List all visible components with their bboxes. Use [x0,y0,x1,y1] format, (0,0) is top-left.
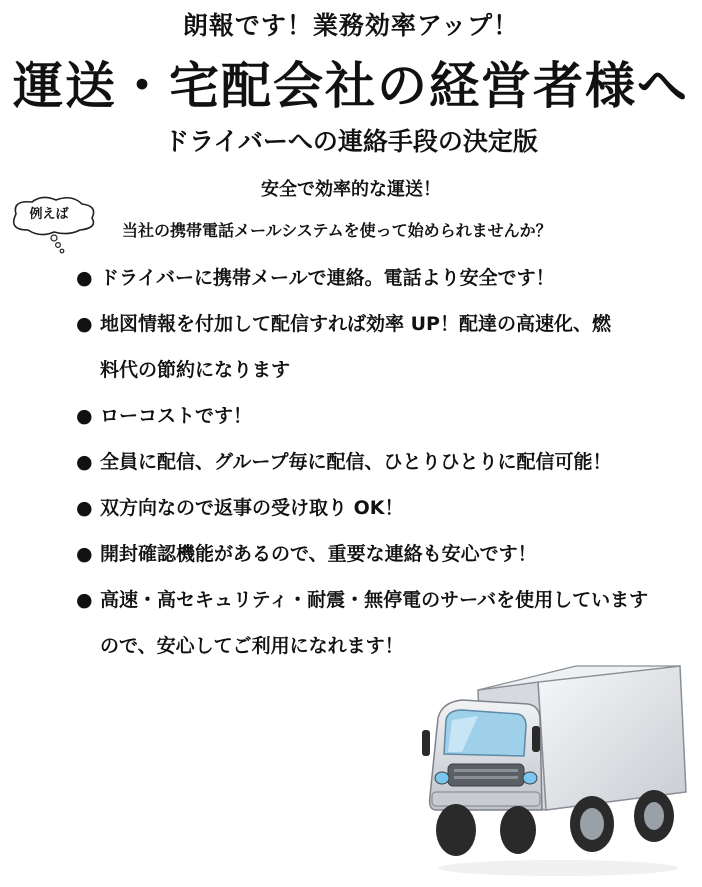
subtitle-heading: ドライバーへの連絡手段の決定版 [164,127,538,156]
list-item [76,393,696,439]
list-item-text: 開封確認機能があるので、重要な連絡も安心です！ [100,543,537,565]
list-item-text: ローコストです！ [100,405,253,427]
tagline: 安全で効率的な運送！ [261,179,441,200]
bullet-icon: ● [76,267,93,289]
kicker-heading: 朗報です！業務効率アップ！ [182,11,520,40]
bullet-icon: ● [76,451,93,473]
list-item [76,301,696,393]
list-item-continuation: 料代の節約になります [100,359,291,381]
list-item [76,531,696,577]
list-item [76,485,696,531]
delivery-truck-icon [418,660,690,880]
bullet-icon: ● [76,543,93,565]
question-text: 当社の携帯電話メールシステムを使って始められませんか？ [122,221,552,240]
list-item-continuation: ので、安心してご利用になれます！ [100,635,404,657]
bullet-icon: ● [76,405,93,427]
bullet-icon: ● [76,589,93,611]
list-item-text: 双方向なので返事の受け取り OK！ [100,497,404,519]
callout-label: 例えば [29,207,69,222]
list-item [76,255,696,301]
benefit-list [76,255,696,669]
list-item-text: 全員に配信、グループ毎に配信、ひとりひとりに配信可能！ [100,451,612,473]
bullet-icon: ● [76,313,93,335]
list-item-text: ドライバーに携帯メールで連絡。電話より安全です！ [100,267,555,289]
list-item-text: 高速・高セキュリティ・耐震・無停電のサーバを使用しています [100,589,649,611]
main-headline: 運送・宅配会社の経営者様へ [13,57,689,115]
thought-bubble-icon [2,192,102,254]
list-item [76,439,696,485]
list-item-text: 地図情報を付加して配信すれば効率 UP！配達の高速化、燃 [100,313,611,335]
list-item [76,577,696,669]
bullet-icon: ● [76,497,93,519]
